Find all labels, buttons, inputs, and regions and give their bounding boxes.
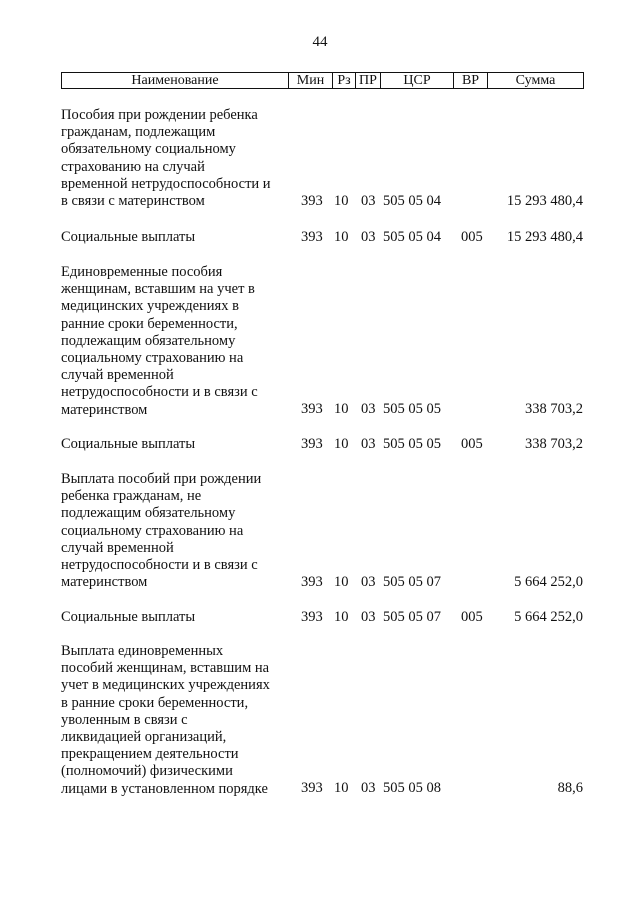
header-min: Мин (288, 73, 332, 88)
row-vr: 005 (461, 436, 483, 452)
row-csr: 505 05 04 (383, 229, 441, 245)
row-sum: 5 664 252,0 (514, 574, 583, 590)
header-csr: ЦСР (380, 73, 453, 88)
row-pr: 03 (361, 229, 376, 245)
header-name: Наименование (131, 73, 219, 88)
row-name: Выплата пособий при рождении ребенка гражданам, не подлежащим обязательному социальному страхованию на случай временной нетрудоспособности и в связи с материнством (61, 471, 262, 591)
row-min: 393 (301, 401, 323, 417)
row-min: 393 (301, 780, 323, 796)
row-pr: 03 (361, 401, 376, 417)
row-min: 393 (301, 574, 323, 590)
row-csr: 505 05 07 (383, 574, 441, 590)
row-csr: 505 05 04 (383, 193, 441, 209)
row-rz: 10 (334, 574, 349, 590)
row-csr: 505 05 08 (383, 780, 441, 796)
row-rz: 10 (334, 193, 349, 209)
row-min: 393 (301, 436, 323, 452)
row-rz: 10 (334, 229, 349, 245)
page-number: 44 (312, 34, 328, 50)
row-name: Единовременные пособия женщинам, вставшим на учет в медицинских учреждениях в ранние сроки беременности, подлежащим обязательному социальному страхованию на случай временной нетрудоспособности и в связи с материнством (61, 264, 258, 418)
row-rz: 10 (334, 436, 349, 452)
row-sum: 338 703,2 (525, 436, 583, 452)
row-pr: 03 (361, 193, 376, 209)
row-csr: 505 05 07 (383, 609, 441, 625)
row-pr: 03 (361, 780, 376, 796)
table-header (61, 72, 584, 89)
row-csr: 505 05 05 (383, 436, 441, 452)
row-sum: 15 293 480,4 (506, 229, 583, 245)
row-pr: 03 (361, 436, 376, 452)
row-name: Социальные выплаты (61, 609, 196, 625)
row-name: Социальные выплаты (61, 229, 196, 245)
row-sum: 15 293 480,4 (506, 193, 583, 209)
row-min: 393 (301, 193, 323, 209)
header-sum: Сумма (487, 73, 583, 88)
row-name: Выплата единовременных пособий женщинам, вставшим на учет в медицинских учреждениях в ранние сроки беременности, уволенным в связи с ликвидацией организаций, прекращением деятельности (полномочий) физическими лицами в установленном порядке (61, 643, 270, 797)
row-min: 393 (301, 609, 323, 625)
row-rz: 10 (334, 780, 349, 796)
header-pr: ПР (355, 73, 380, 88)
row-pr: 03 (361, 609, 376, 625)
row-csr: 505 05 05 (383, 401, 441, 417)
row-vr: 005 (461, 229, 483, 245)
row-name: Пособия при рождении ребенка гражданам, подлежащим обязательному социальному страхованию на случай временной нетрудоспособности и в связи с материнством (61, 107, 271, 210)
row-vr: 005 (461, 609, 483, 625)
row-pr: 03 (361, 574, 376, 590)
row-name: Социальные выплаты (61, 436, 196, 452)
row-rz: 10 (334, 401, 349, 417)
row-sum: 338 703,2 (525, 401, 583, 417)
row-min: 393 (301, 229, 323, 245)
row-sum: 88,6 (557, 780, 583, 796)
row-sum: 5 664 252,0 (514, 609, 583, 625)
header-rz: Рз (332, 73, 355, 88)
row-rz: 10 (334, 609, 349, 625)
header-vr: ВР (453, 73, 487, 88)
